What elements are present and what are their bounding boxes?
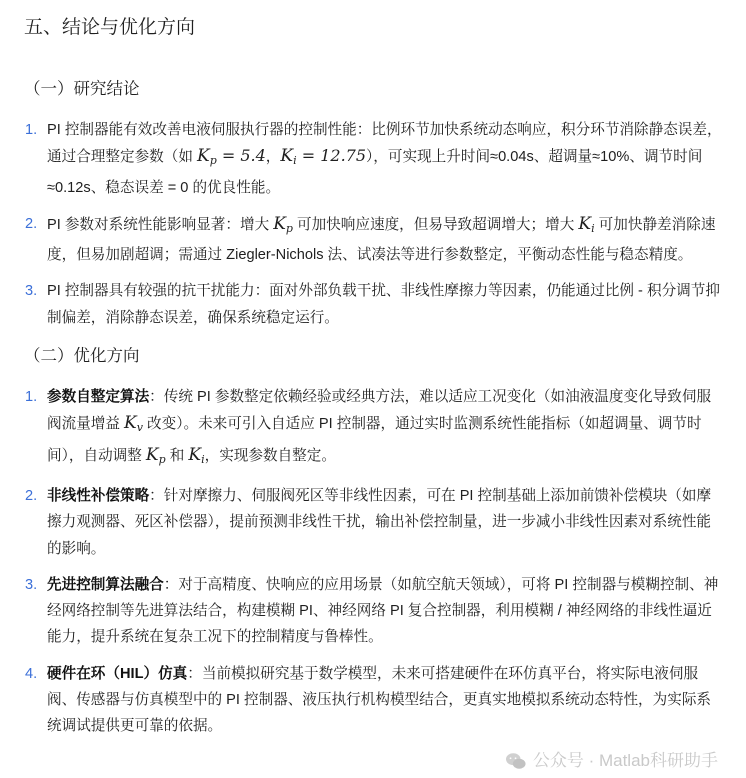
item-text: ：对于高精度、快响应的应用场景（如航空航天领域），可将 PI 控制器与模糊控制、神经网络控制等先进算法结合，构建模糊 PI、神经网络 PI 复合控制器，利用模糊 / 神经网络的非线性逼近能力，提升系统在复杂工况下的控制精度与鲁棒性。 [47, 576, 719, 646]
math-symbol: K [197, 146, 210, 167]
math-expression [273, 214, 293, 234]
item-title: 参数自整定算法 [47, 389, 150, 406]
item-text: 可加快响应速度，但易导致超调增大；增大 [292, 216, 579, 233]
list-number: 4. [25, 665, 38, 682]
item-text: ），可实现上升时间≈0.04s、超调量≈10%、调节时间≈0.12s、稳态误差 = 0 的优良性能。 [47, 149, 703, 196]
math-symbol: K [145, 444, 159, 465]
math-expression [197, 146, 266, 166]
list-number: 1. [25, 389, 38, 406]
math-tail: = 12.75 [296, 146, 367, 166]
list-number: 3. [25, 283, 38, 300]
math-expression [146, 445, 166, 465]
conclusions-list [0, 117, 725, 331]
item-text: ：传统 PI 参数整定依赖经验或经典方法，难以适应工况变化（如油液温度变化导致伺服阀流量增益 [47, 389, 712, 433]
list-item [0, 384, 725, 473]
math-expression [124, 413, 143, 433]
item-title: 非线性补偿策略 [47, 487, 150, 504]
math-expression [578, 214, 594, 234]
item-text: ， [265, 149, 281, 166]
optimization-list [0, 384, 725, 740]
item-text: PI 控制器能有效改善电液伺服执行器的控制性能：比例环节加快系统动态响应，积分环节消除静态误差，通过合理整定参数（如 [47, 122, 722, 166]
wechat-icon [505, 751, 527, 771]
math-symbol: K [280, 146, 294, 167]
watermark-text: 公众号 · Matlab科研助手 [532, 750, 718, 770]
math-subscript: i [201, 452, 205, 466]
math-tail: = 5.4 [216, 146, 266, 166]
math-expression [188, 445, 204, 465]
item-text: 可加快静差消除速度，但易加剧超调；需通过 Ziegler-Nichols 法、试凑法等进行参数整定，平衡动态性能与稳态精度。 [47, 216, 716, 264]
list-number: 3. [25, 576, 38, 593]
list-item [0, 117, 725, 201]
math-expression [280, 146, 366, 166]
item-title: 硬件在环（HIL）仿真 [47, 665, 188, 682]
item-text: ：针对摩擦力、伺服阀死区等非线性因素，可在 PI 控制基础上添加前馈补偿模块（如摩擦力观测器、死区补偿器），提前预测非线性干扰，输出补偿控制量，进一步减小非线性因素对系统性能的影响。 [47, 487, 712, 557]
math-subscript: p [285, 221, 293, 235]
math-symbol: K [124, 413, 137, 434]
math-subscript: i [293, 154, 297, 168]
math-subscript: v [136, 421, 143, 435]
item-text: 和 [165, 447, 189, 464]
list-item [0, 661, 725, 740]
math-symbol: K [273, 213, 286, 234]
math-symbol: K [188, 444, 202, 465]
list-item [0, 483, 725, 562]
item-text: ，实现参数自整定。 [204, 447, 336, 464]
math-symbol: K [578, 213, 592, 234]
list-item [0, 211, 725, 269]
section-heading: 五、结论与优化方向 [24, 17, 196, 38]
item-text: PI 参数对系统性能影响显著：增大 [47, 216, 274, 233]
list-item [0, 572, 725, 651]
math-subscript: i [591, 221, 595, 235]
list-number: 2. [25, 215, 38, 232]
item-title: 先进控制算法融合 [47, 576, 164, 593]
item-text: 改变）。未来可引入自适应 PI 控制器，通过实时监测系统性能指标（如超调量、调节时间），自动调整 [47, 416, 702, 464]
item-text: PI 控制器具有较强的抗干扰能力：面对外部负载干扰、非线性摩擦力等因素，仍能通过比例 - 积分调节抑制偏差，消除静态误差，确保系统稳定运行。 [47, 283, 720, 326]
math-subscript: p [209, 154, 217, 168]
subsection-title-conclusions: （一）研究结论 [24, 80, 140, 98]
list-number: 1. [25, 122, 38, 138]
math-subscript: p [158, 452, 166, 466]
list-number: 2. [25, 487, 38, 504]
subsection-title-optimization: （二）优化方向 [24, 347, 140, 366]
list-item [0, 278, 725, 331]
item-text: ：当前模拟研究基于数学模型，未来可搭建硬件在环仿真平台，将实际电液伺服阀、传感器与仿真模型中的 PI 控制器、液压执行机构模型结合，更真实地模拟系统动态特性，为实际系统调试提供更可靠的依据。 [47, 665, 712, 735]
watermark [0, 750, 718, 772]
